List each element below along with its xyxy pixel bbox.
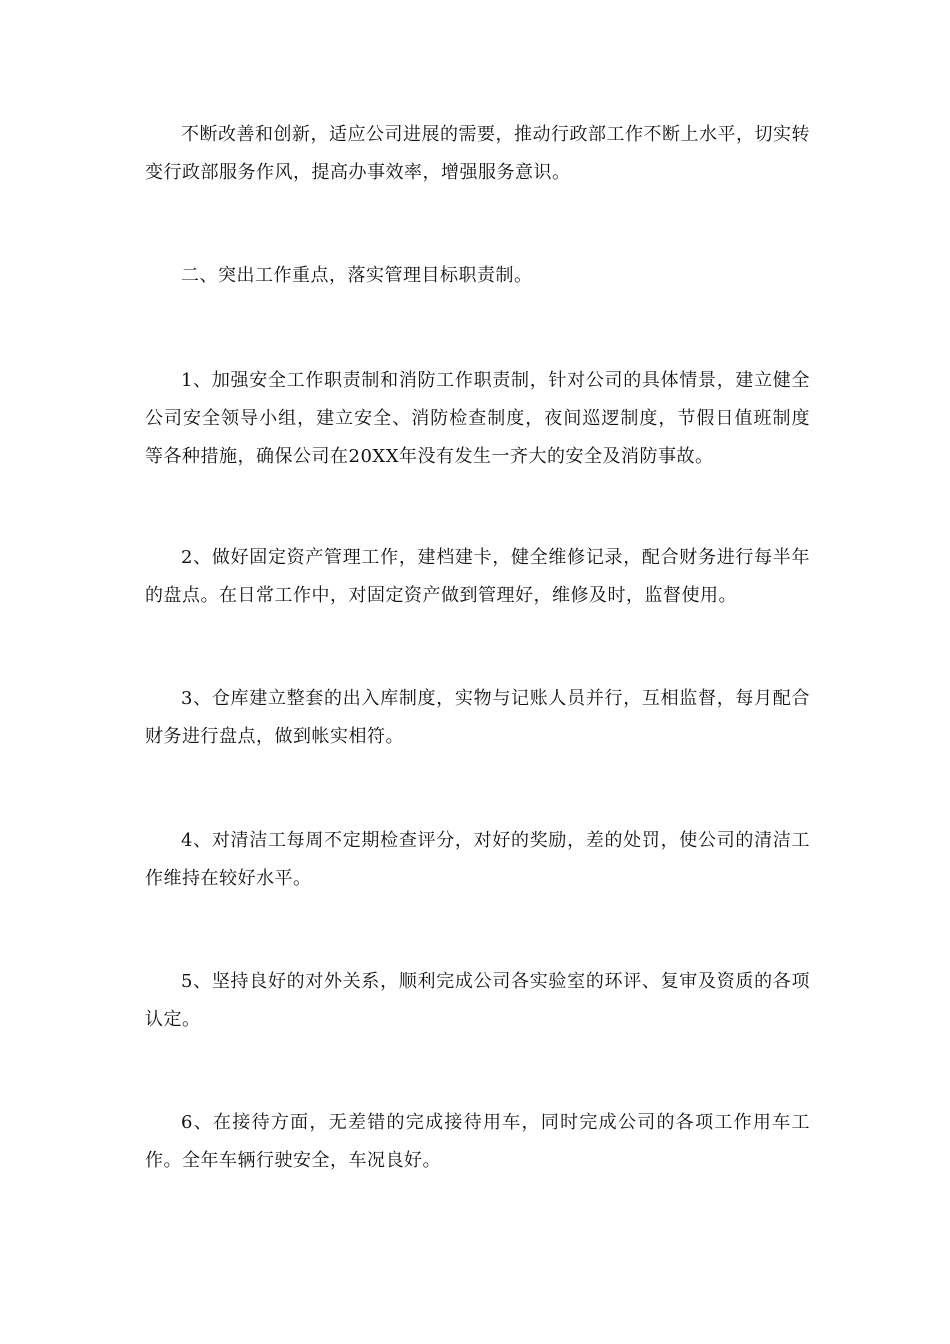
paragraph-item-5: 5、坚持良好的对外关系，顺利完成公司各实验室的环评、复审及资质的各项认定。 — [145, 971, 810, 1030]
paragraph-item-6: 6、在接待方面，无差错的完成接待用车，同时完成公司的各项工作用车工作。全年车辆行驶安全，车况良好。 — [145, 1112, 810, 1171]
section-heading-2: 二、突出工作重点，落实管理目标职责制。 — [181, 265, 533, 286]
paragraph-item-1: 1、加强安全工作职责制和消防工作职责制，针对公司的具体情景，建立健全公司安全领导小组，建立安全、消防检查制度，夜间巡逻制度，节假日值班制度等各种措施，确保公司在20XX年没有发生一齐大的安全及消防事故。 — [145, 370, 810, 467]
paragraph-intro-continuation: 不断改善和创新，适应公司进展的需要，推动行政部工作不断上水平，切实转变行政部服务作风，提高办事效率，增强服务意识。 — [145, 124, 810, 183]
paragraph-item-2: 2、做好固定资产管理工作，建档建卡，健全维修记录，配合财务进行每半年的盘点。在日常工作中，对固定资产做到管理好，维修及时，监督使用。 — [145, 547, 810, 606]
paragraph-item-3: 3、仓库建立整套的出入库制度，实物与记账人员并行，互相监督，每月配合财务进行盘点，做到帐实相符。 — [145, 688, 810, 747]
paragraph-item-4: 4、对清洁工每周不定期检查评分，对好的奖励，差的处罚，使公司的清洁工作维持在较好水平。 — [145, 830, 810, 889]
